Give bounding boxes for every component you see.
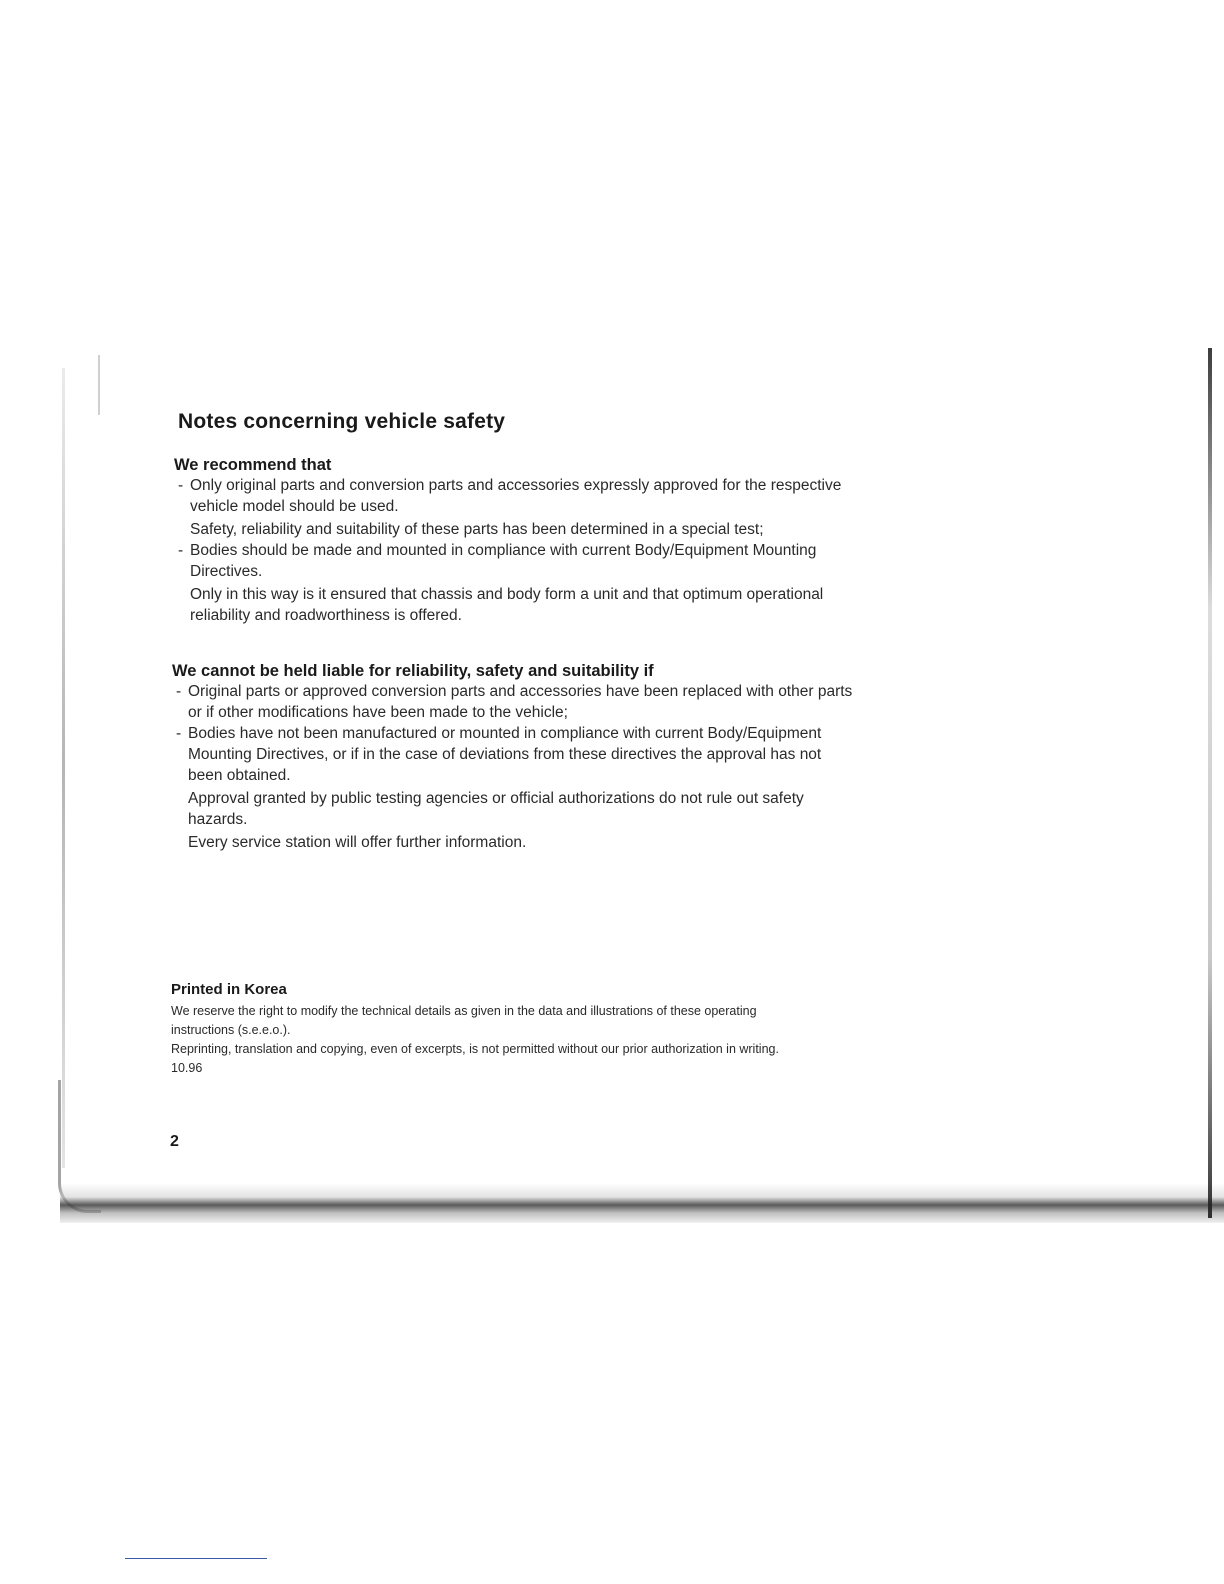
- page-right-edge: [1208, 348, 1212, 1218]
- page-number: 2: [170, 1133, 179, 1150]
- page-content: [170, 410, 860, 853]
- recommend-item-1-note: Safety, reliability and suitability of these parts has been determined in a special test;: [190, 521, 764, 538]
- recommend-item-2-note: Only in this way is it ensured that chassis and body form a unit and that optimum operational reliability and roadworthiness is offered.: [190, 586, 824, 624]
- page-title: Notes concerning vehicle safety: [178, 410, 506, 433]
- imprint-block: [171, 981, 811, 1078]
- liability-item-1: - Original parts or approved conversion parts and accessories have been replaced with other parts or if other modifications have been made to the vehicle;: [170, 681, 860, 723]
- liability-section: [170, 662, 860, 853]
- page-left-edge: [62, 368, 65, 1168]
- page-left-edge-mark: [98, 355, 100, 415]
- liability-item-2-note: Approval granted by public testing agencies or official authorizations do not rule out safety hazards.: [188, 790, 804, 828]
- imprint-print-code: 10.96: [171, 1061, 203, 1075]
- recommend-section: [170, 456, 860, 626]
- recommend-heading: We recommend that: [174, 456, 332, 474]
- page-bottom-edge: [60, 1183, 1224, 1223]
- liability-item-2-info: Every service station will offer further information.: [188, 834, 527, 851]
- imprint-rights: We reserve the right to modify the technical details as given in the data and illustrations of these operating instructions (s.e.e.o.).: [171, 1004, 757, 1037]
- liability-item-2: - Bodies have not been manufactured or mounted in compliance with current Body/Equipment Mounting Directives, or if in the case of deviations from these directives the approval has not been obtained.: [170, 723, 860, 786]
- recommend-item-1: - Only original parts and conversion parts and accessories expressly approved for the respective vehicle model should be used.: [172, 475, 860, 517]
- recommend-item-2: - Bodies should be made and mounted in compliance with current Body/Equipment Mounting Directives.: [172, 540, 860, 582]
- footer-rule: [125, 1558, 267, 1559]
- liability-heading: We cannot be held liable for reliability, safety and suitability if: [172, 662, 654, 680]
- imprint-reprint: Reprinting, translation and copying, even of excerpts, is not permitted without our prior authorization in writing.: [171, 1042, 779, 1056]
- imprint-heading: Printed in Korea: [171, 981, 287, 998]
